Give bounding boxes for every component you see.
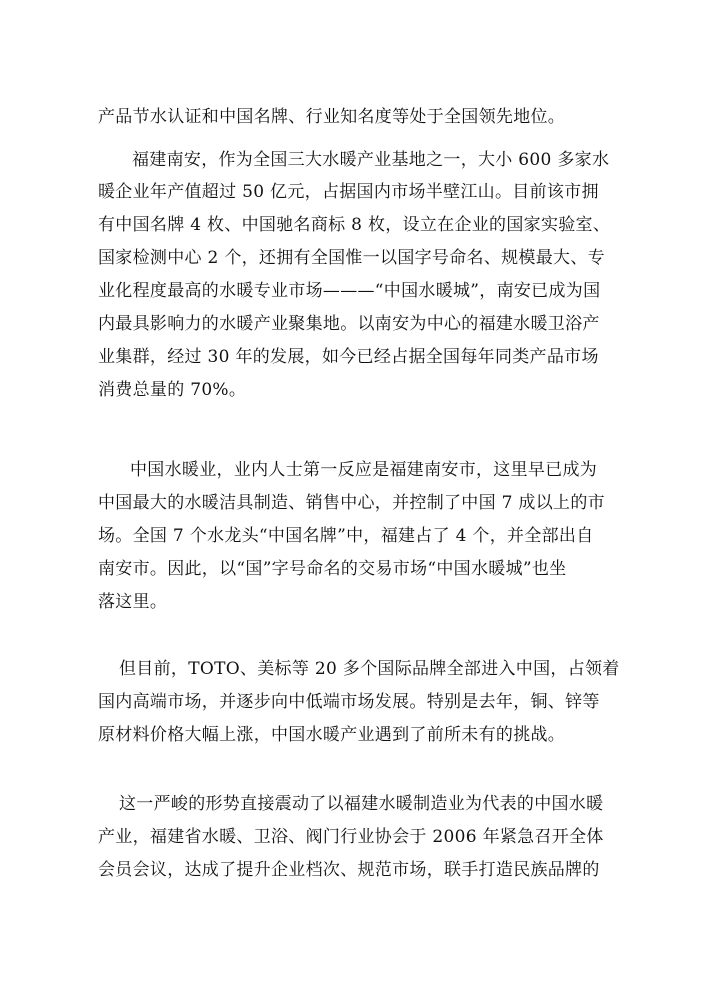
text-line: 内最具影响力的水暖产业聚集地。以南安为中心的福建水暖卫浴产 (98, 314, 600, 334)
text-line: 这一严峻的形势直接震动了以福建水暖制造业为代表的中国水暖 (119, 794, 604, 814)
text-line: 消费总量的 70%。 (98, 380, 247, 400)
text-line: 暖企业年产值超过 50 亿元，占据国内市场半壁江山。目前该市拥 (98, 182, 599, 202)
text-line: 国内高端市场，并逐步向中低端市场发展。特别是去年，铜、锌等 (98, 692, 600, 712)
text-line: 有中国名牌 4 枚、中国驰名商标 8 枚，设立在企业的国家实验室、 (98, 215, 611, 235)
text-line: 会员会议，达成了提升企业档次、规范市场，联手打造民族品牌的 (98, 860, 600, 880)
text-line: 业集群，经过 30 年的发展，如今已经占据全国每年同类产品市场 (98, 347, 599, 367)
text-line: 国家检测中心 2 个，还拥有全国惟一以国字号命名、规模最大、专 (98, 248, 605, 268)
text-line: 但目前，TOTO、美标等 20 多个国际品牌全部进入中国，占领着 (119, 659, 620, 679)
text-line: 业化程度最高的水暖专业市场———“中国水暖城”，南安已成为国 (98, 281, 601, 301)
text-line: 产品节水认证和中国名牌、行业知名度等处于全国领先地位。 (98, 107, 566, 127)
text-line: 产业，福建省水暖、卫浴、阀门行业协会于 2006 年紧急召开全体 (98, 827, 604, 847)
text-line: 中国最大的水暖洁具制造、销售中心，并控制了中国 7 成以上的市 (98, 493, 605, 513)
text-line: 原材料价格大幅上涨，中国水暖产业遇到了前所未有的挑战。 (98, 725, 566, 745)
text-line: 中国水暖业，业内人士第一反应是福建南安市，这里早已成为 (130, 460, 598, 480)
text-line: 场。全国 7 个水龙头“中国名牌”中，福建占了 4 个，并全部出自 (98, 526, 594, 546)
text-line: 南安市。因此，以“国”字号命名的交易市场“中国水暖城”也坐 (98, 559, 567, 579)
text-line: 福建南安，作为全国三大水暖产业基地之一，大小 600 多家水 (132, 150, 610, 170)
text-line: 落这里。 (98, 592, 168, 612)
